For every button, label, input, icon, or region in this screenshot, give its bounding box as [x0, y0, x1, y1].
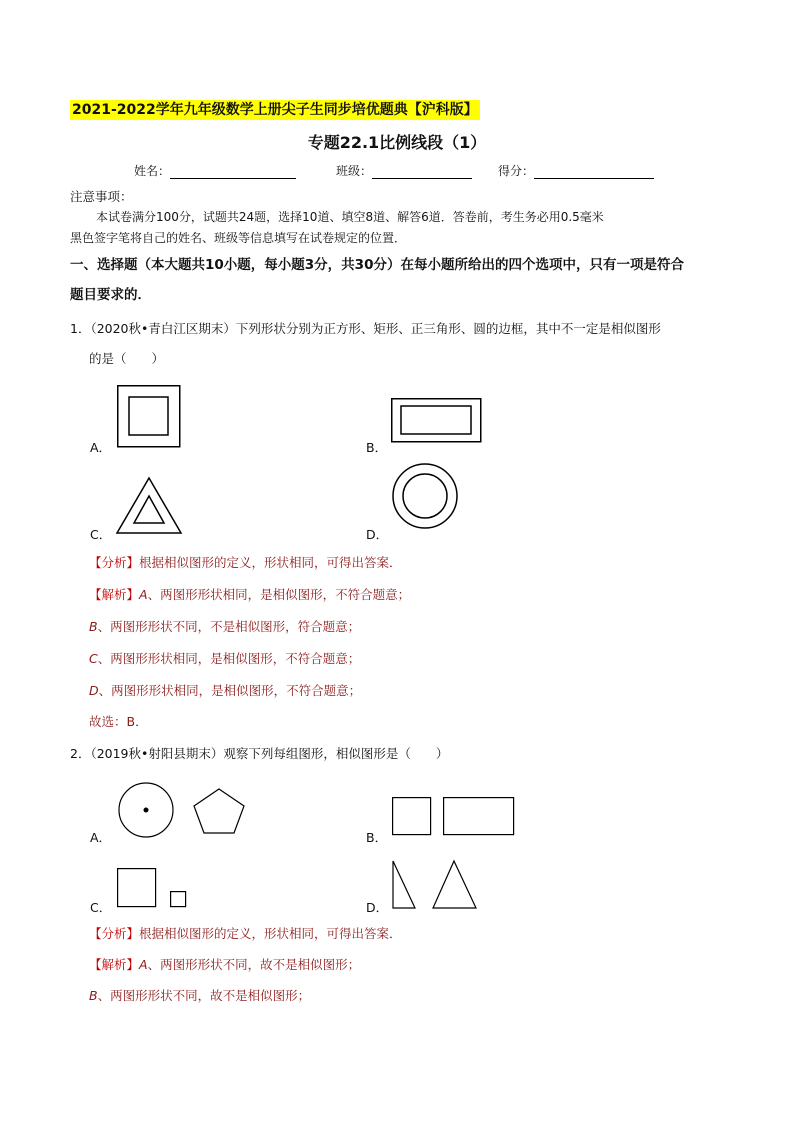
section-heading-line-2: 题目要求的． — [70, 287, 151, 303]
q2-option-d-label[interactable]: D． — [366, 900, 389, 915]
q2-option-d-isosceles-triangle — [432, 860, 477, 909]
q2-stem: 2．（2019秋•射阳县期末）观察下列每组图形，相似图形是（ ） — [70, 746, 449, 761]
q2-option-a-label[interactable]: A． — [90, 830, 112, 845]
q1-analysis — [89, 554, 402, 572]
q2-sol-b-text: 、两图形形状不同，故不是相似图形； — [97, 988, 311, 1003]
q2-option-b-rectangle — [443, 797, 515, 835]
q1-sol-c-letter: C — [89, 651, 98, 666]
q2-solution-b — [89, 987, 310, 1005]
notice-line-2: 黑色签字笔将自己的姓名、班级等信息填写在试卷规定的位置． — [70, 231, 407, 245]
name-blank[interactable] — [170, 164, 296, 179]
q2-analysis — [89, 925, 402, 943]
score-blank[interactable] — [534, 164, 654, 179]
q1-solution-c — [89, 650, 360, 668]
score-field — [498, 162, 654, 179]
q1-answer — [89, 713, 148, 731]
q1-answer-label: 故选： — [89, 714, 127, 729]
q2-sol-a-text: 、两图形形状不同，故不是相似图形； — [147, 957, 361, 972]
class-field — [336, 162, 472, 179]
q1-option-c-triangle-frame — [116, 477, 182, 534]
q1-sol-a-letter: A — [139, 587, 148, 602]
q2-option-b-square — [392, 797, 432, 835]
q1-option-b-label[interactable]: B． — [366, 440, 388, 455]
notice-heading: 注意事项： — [70, 189, 133, 204]
class-blank[interactable] — [372, 164, 472, 179]
q1-solution-b — [89, 618, 360, 636]
section-heading-line-1: 一、选择题（本大题共10小题，每小题3分，共30分）在每小题所给出的四个选项中，只有一项是符合 — [70, 257, 684, 273]
q1-sol-b-letter: B — [89, 619, 98, 634]
series-banner: 2021-2022学年九年级数学上册尖子生同步培优题典【沪科版】 — [72, 102, 478, 118]
q1-sol-b-text: 、两图形形状不同，不是相似图形，符合题意； — [97, 619, 361, 634]
q1-option-b-rectangle-frame — [391, 398, 482, 443]
q1-analysis-tag: 【分析】 — [89, 555, 140, 570]
q1-solution-d — [89, 682, 361, 700]
class-label: 班级： — [336, 164, 373, 178]
q1-solution-tag: 【解析】 — [89, 587, 140, 602]
q1-sol-d-text: 、两图形形状相同，是相似图形，不符合题意； — [98, 683, 362, 698]
q1-sol-c-text: 、两图形形状相同，是相似图形，不符合题意； — [97, 651, 361, 666]
q2-option-d-right-triangle — [392, 860, 416, 909]
q2-option-c-small-square — [170, 891, 187, 908]
name-label: 姓名： — [134, 164, 171, 178]
q2-option-b-label[interactable]: B． — [366, 830, 388, 845]
notice-line-1: 本试卷满分100分，试题共24题，选择10道、填空8道、解答6道．答卷前，考生务必用0.5毫米 — [96, 210, 604, 224]
q2-solution-tag: 【解析】 — [89, 957, 140, 972]
q1-stem-line-2: 的是（ ） — [89, 351, 165, 366]
q1-sol-d-letter: D — [89, 683, 99, 698]
q2-option-c-label[interactable]: C． — [90, 900, 112, 915]
q2-option-a-pentagon — [193, 788, 245, 834]
q2-solution-a — [89, 956, 360, 974]
q2-sol-b-letter: B — [89, 988, 98, 1003]
q1-option-a-square-frame — [117, 385, 181, 448]
q1-answer-value: B． — [126, 714, 148, 729]
q1-option-a-label[interactable]: A． — [90, 440, 112, 455]
q1-option-d-label[interactable]: D． — [366, 527, 389, 542]
q1-solution-a — [89, 586, 410, 604]
score-label: 得分： — [498, 164, 535, 178]
q2-option-c-large-square — [117, 868, 157, 908]
q2-analysis-text: 根据相似图形的定义，形状相同，可得出答案． — [139, 926, 402, 941]
q2-option-a-circle-with-dot — [118, 782, 176, 840]
q1-sol-a-text: 、两图形形状相同，是相似图形，不符合题意； — [147, 587, 411, 602]
page-title: 专题22.1比例线段（1） — [307, 133, 487, 152]
q1-analysis-text: 根据相似图形的定义，形状相同，可得出答案． — [139, 555, 402, 570]
q2-analysis-tag: 【分析】 — [89, 926, 140, 941]
q1-option-d-circle-frame — [392, 463, 458, 529]
name-field — [134, 162, 296, 179]
q1-option-c-label[interactable]: C． — [90, 527, 112, 542]
q1-stem-line-1: 1．（2020秋•青白江区期末）下列形状分别为正方形、矩形、正三角形、圆的边框，其中不一定是相似图形 — [70, 321, 661, 336]
q2-sol-a-letter: A — [139, 957, 148, 972]
